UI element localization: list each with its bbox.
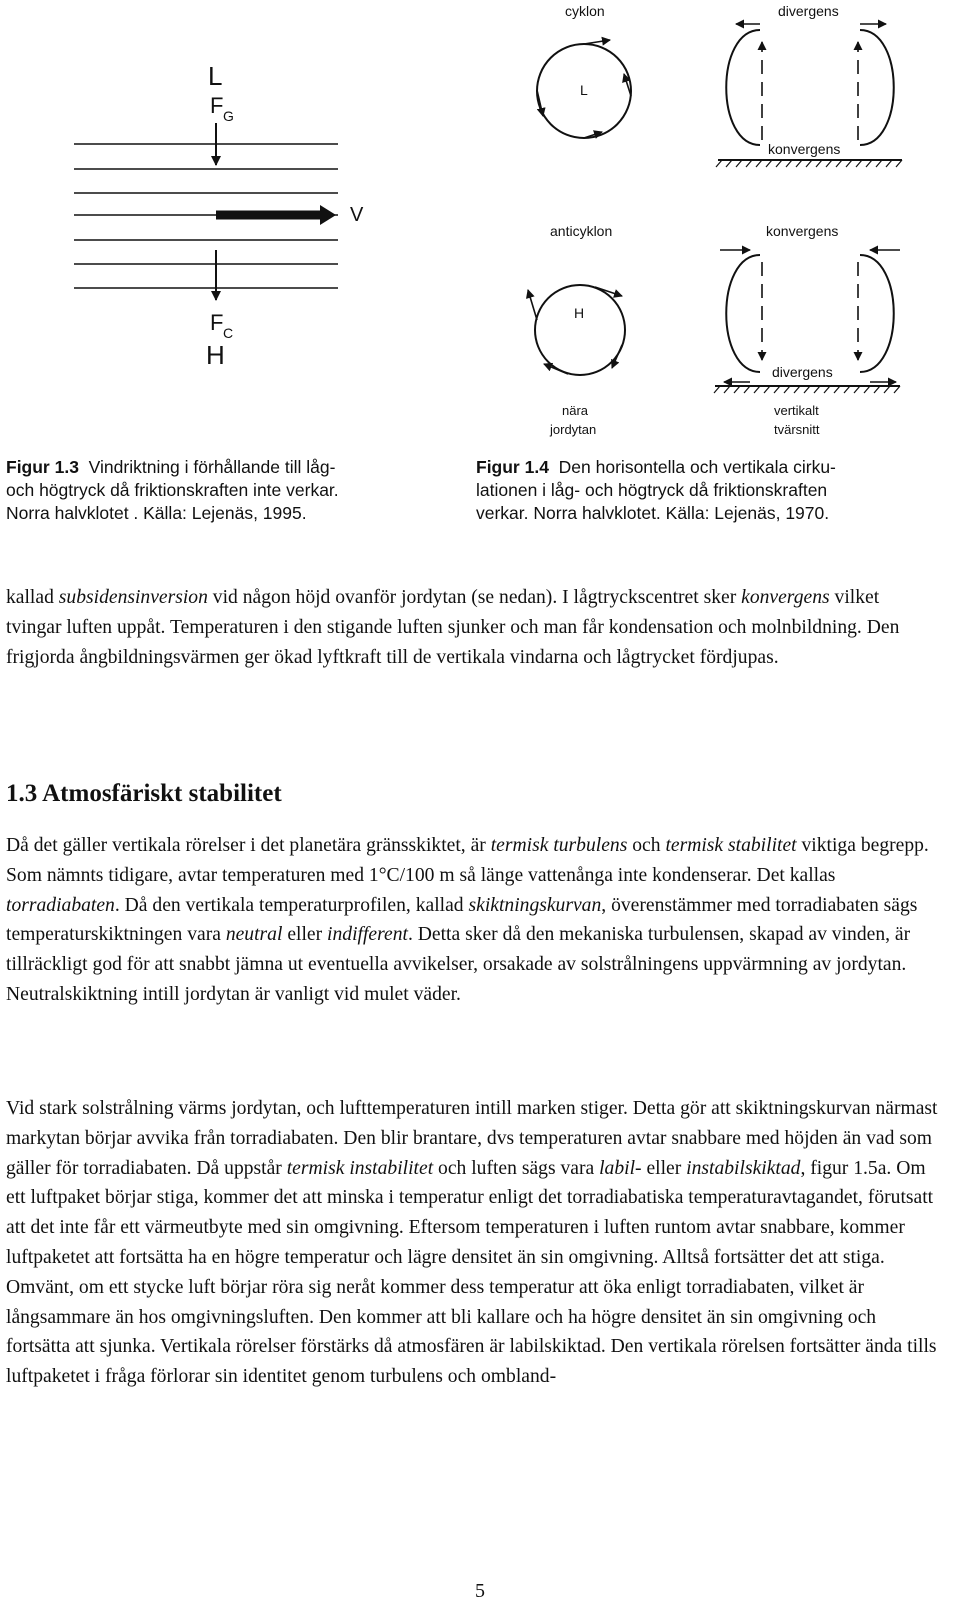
cell-bottom-left <box>726 255 760 372</box>
anticyklon-label: anticyklon <box>550 223 613 239</box>
p3-italic-1: termisk instabilitet <box>286 1157 434 1179</box>
figure-1-3-caption-line1: Vindriktning i förhållande till låg- <box>88 457 336 477</box>
p2-text-3: viktiga begrepp. Som nämnts tidigare, avtar temperaturen med 1°C/100 m så länge vattenånga inte kondenserar. Det kallas <box>6 835 929 886</box>
anticyklon-arrow-1 <box>528 290 537 320</box>
p1-italic-2: konvergens <box>741 587 830 608</box>
figure-1-4-caption-line2: lationen i låg- och högtryck då friktionskraften <box>476 480 828 500</box>
p2-text-6: eller <box>282 924 328 946</box>
figure-1-3-diagram <box>60 55 390 385</box>
fg-force-sub: G <box>223 108 234 124</box>
figure-1-4-number: Figur 1.4 <box>476 457 549 477</box>
cell-bottom-right <box>860 255 894 372</box>
figure-1-3-caption-line3: Norra halvklotet . Källa: Lejenäs, 1995. <box>6 503 307 523</box>
section-heading: 1.3 Atmosfäriskt stabilitet <box>6 780 282 807</box>
divergens-top-label: divergens <box>778 3 839 19</box>
cyklon-L-label: L <box>580 82 588 98</box>
figure-1-3-caption-line2: och högtryck då friktionskraften inte verkar. <box>6 480 339 500</box>
p2-italic-2: termisk stabilitet <box>665 835 797 856</box>
p2-text-4: . Då den vertikala temperaturprofilen, kallad <box>114 894 469 916</box>
p3-text-4: , figur 1.5a. Om ett luftpaket börjar stiga, kommer det att minska i temperatur enligt det torradiabatiska temperaturavtagandet, förutsatt att det inte får ett värmeutbyte med sin omgivning. Eftersom temperaturen i luften runtom avtar snabbare, kommer luftpaketet att fortsätta ha en högre temperatur och lägre densitet än sin omgivning. Alltså fortsätter det att stiga. Omvänt, om ett stycke luft börjar röra sig neråt kommer dess temperatur att öka enligt torradiabaten, vilket är långsammare än hos omgivningsluften. Den kommer att bli kallare och ha högre densitet än sin omgivning och fortsätta att sjunka. Vertikala rörelser förstärks då atmosfären är labilskiktad. Den vertikala rörelsen fortsätter ända tills luftpaketet i fråga förlorar sin identitet genom turbulens och ombland- <box>6 1157 937 1388</box>
p3-text-3: eller <box>641 1157 687 1179</box>
p2-text-7: . Detta sker då den mekaniska turbulensen, skapad av vinden, är tillräckligt god för att snabbt jämna ut eventuella avvikelser, orsakade av solstrålningens uppvärmning av jordytan. Neutralskiktning intill jordytan är vanligt vid mulet väder. <box>6 924 911 1005</box>
p2-text-1: Då det gäller vertikala rörelser i det planetära gränsskiktet, är <box>6 835 491 856</box>
p3-italic-3: instabilskiktad <box>686 1157 801 1179</box>
cyklon-label: cyklon <box>565 3 605 19</box>
p1-text-2: vid någon höjd ovanför jordytan (se nedan). I lågtryckscentret sker <box>207 587 742 608</box>
wind-vector-arrowhead <box>320 205 336 225</box>
p2-italic-4: skiktningskurvan <box>468 894 602 916</box>
p2-italic-1: termisk turbulens <box>490 835 628 856</box>
anticyklon-arrow-4 <box>544 364 568 374</box>
anticyklon-circle <box>535 285 625 375</box>
cell-top-right <box>860 30 894 145</box>
cell-top-left <box>726 30 760 145</box>
cyklon-arrow-1 <box>584 40 610 44</box>
p3-text-2: och luften sägs vara <box>433 1157 600 1179</box>
figure-1-4-caption <box>476 456 946 525</box>
konvergens-mid-label: konvergens <box>766 223 839 239</box>
figure-1-4-diagram <box>510 0 930 450</box>
fg-pressure-low-label: L <box>208 61 223 91</box>
figure-1-3-caption <box>6 456 446 525</box>
wind-vector-label: V <box>350 204 364 226</box>
p1-text-1: kallad <box>6 587 59 608</box>
p2-text-2: och <box>627 835 666 856</box>
p1-text-3: vilket tvingar luften uppåt. Temperaturen i den stigande luften sjunker och man får kondensation och molnbildning. Den frigjorda ångbildningsvärmen ger ökad lyftkraft till de vertikala vindarna och lågtrycket fördjupas. <box>6 587 900 668</box>
fc-force-sub: C <box>223 325 234 341</box>
paragraph-1 <box>6 583 938 672</box>
fg-force-label: F <box>210 93 224 118</box>
p2-italic-6: indifferent <box>327 924 408 946</box>
figure-1-4-caption-line3: verkar. Norra halvklotet. Källa: Lejenäs, 1970. <box>476 503 830 523</box>
p3-italic-2: labil- <box>599 1157 642 1179</box>
konvergens-top-label: konvergens <box>768 141 841 157</box>
nara-label: nära <box>562 403 589 418</box>
paragraph-2 <box>6 831 938 1010</box>
jordytan-label: jordytan <box>550 422 597 437</box>
paragraph-3 <box>6 1094 938 1392</box>
p2-italic-3: torradiabaten <box>6 894 115 916</box>
anticyklon-H-label: H <box>574 305 585 321</box>
p1-italic-1: subsidensinversion <box>58 587 208 608</box>
p2-text-5: , överenstämmer med torradiabaten sägs temperaturskiktningen vara <box>6 894 918 946</box>
ground-top-hatch <box>716 160 902 167</box>
divergens-bottom-label: divergens <box>772 364 833 380</box>
fc-force-label: F <box>210 310 224 335</box>
anticyklon-arrow-3 <box>612 345 622 368</box>
vertikalt-label: vertikalt <box>774 403 819 418</box>
figure-1-3-number: Figur 1.3 <box>6 457 79 477</box>
fc-pressure-high-label: H <box>206 340 225 370</box>
figure-1-4-caption-line1: Den horisontella och vertikala cirku- <box>558 457 836 477</box>
ground-bottom-hatch <box>714 386 900 393</box>
p3-text-1: Vid stark solstrålning värms jordytan, och lufttemperaturen intill marken stiger. Detta gör att skiktningskurvan närmast markytan börjar avvika från torradiabaten. Den blir brantare, dvs temperaturen avtar snabbare med höjden än vad som gäller för torradiabaten. Då uppstår <box>6 1098 938 1179</box>
p2-italic-5: neutral <box>225 924 283 946</box>
page-number: 5 <box>475 1580 485 1602</box>
tvarsnitt-label: tvärsnitt <box>774 422 820 437</box>
